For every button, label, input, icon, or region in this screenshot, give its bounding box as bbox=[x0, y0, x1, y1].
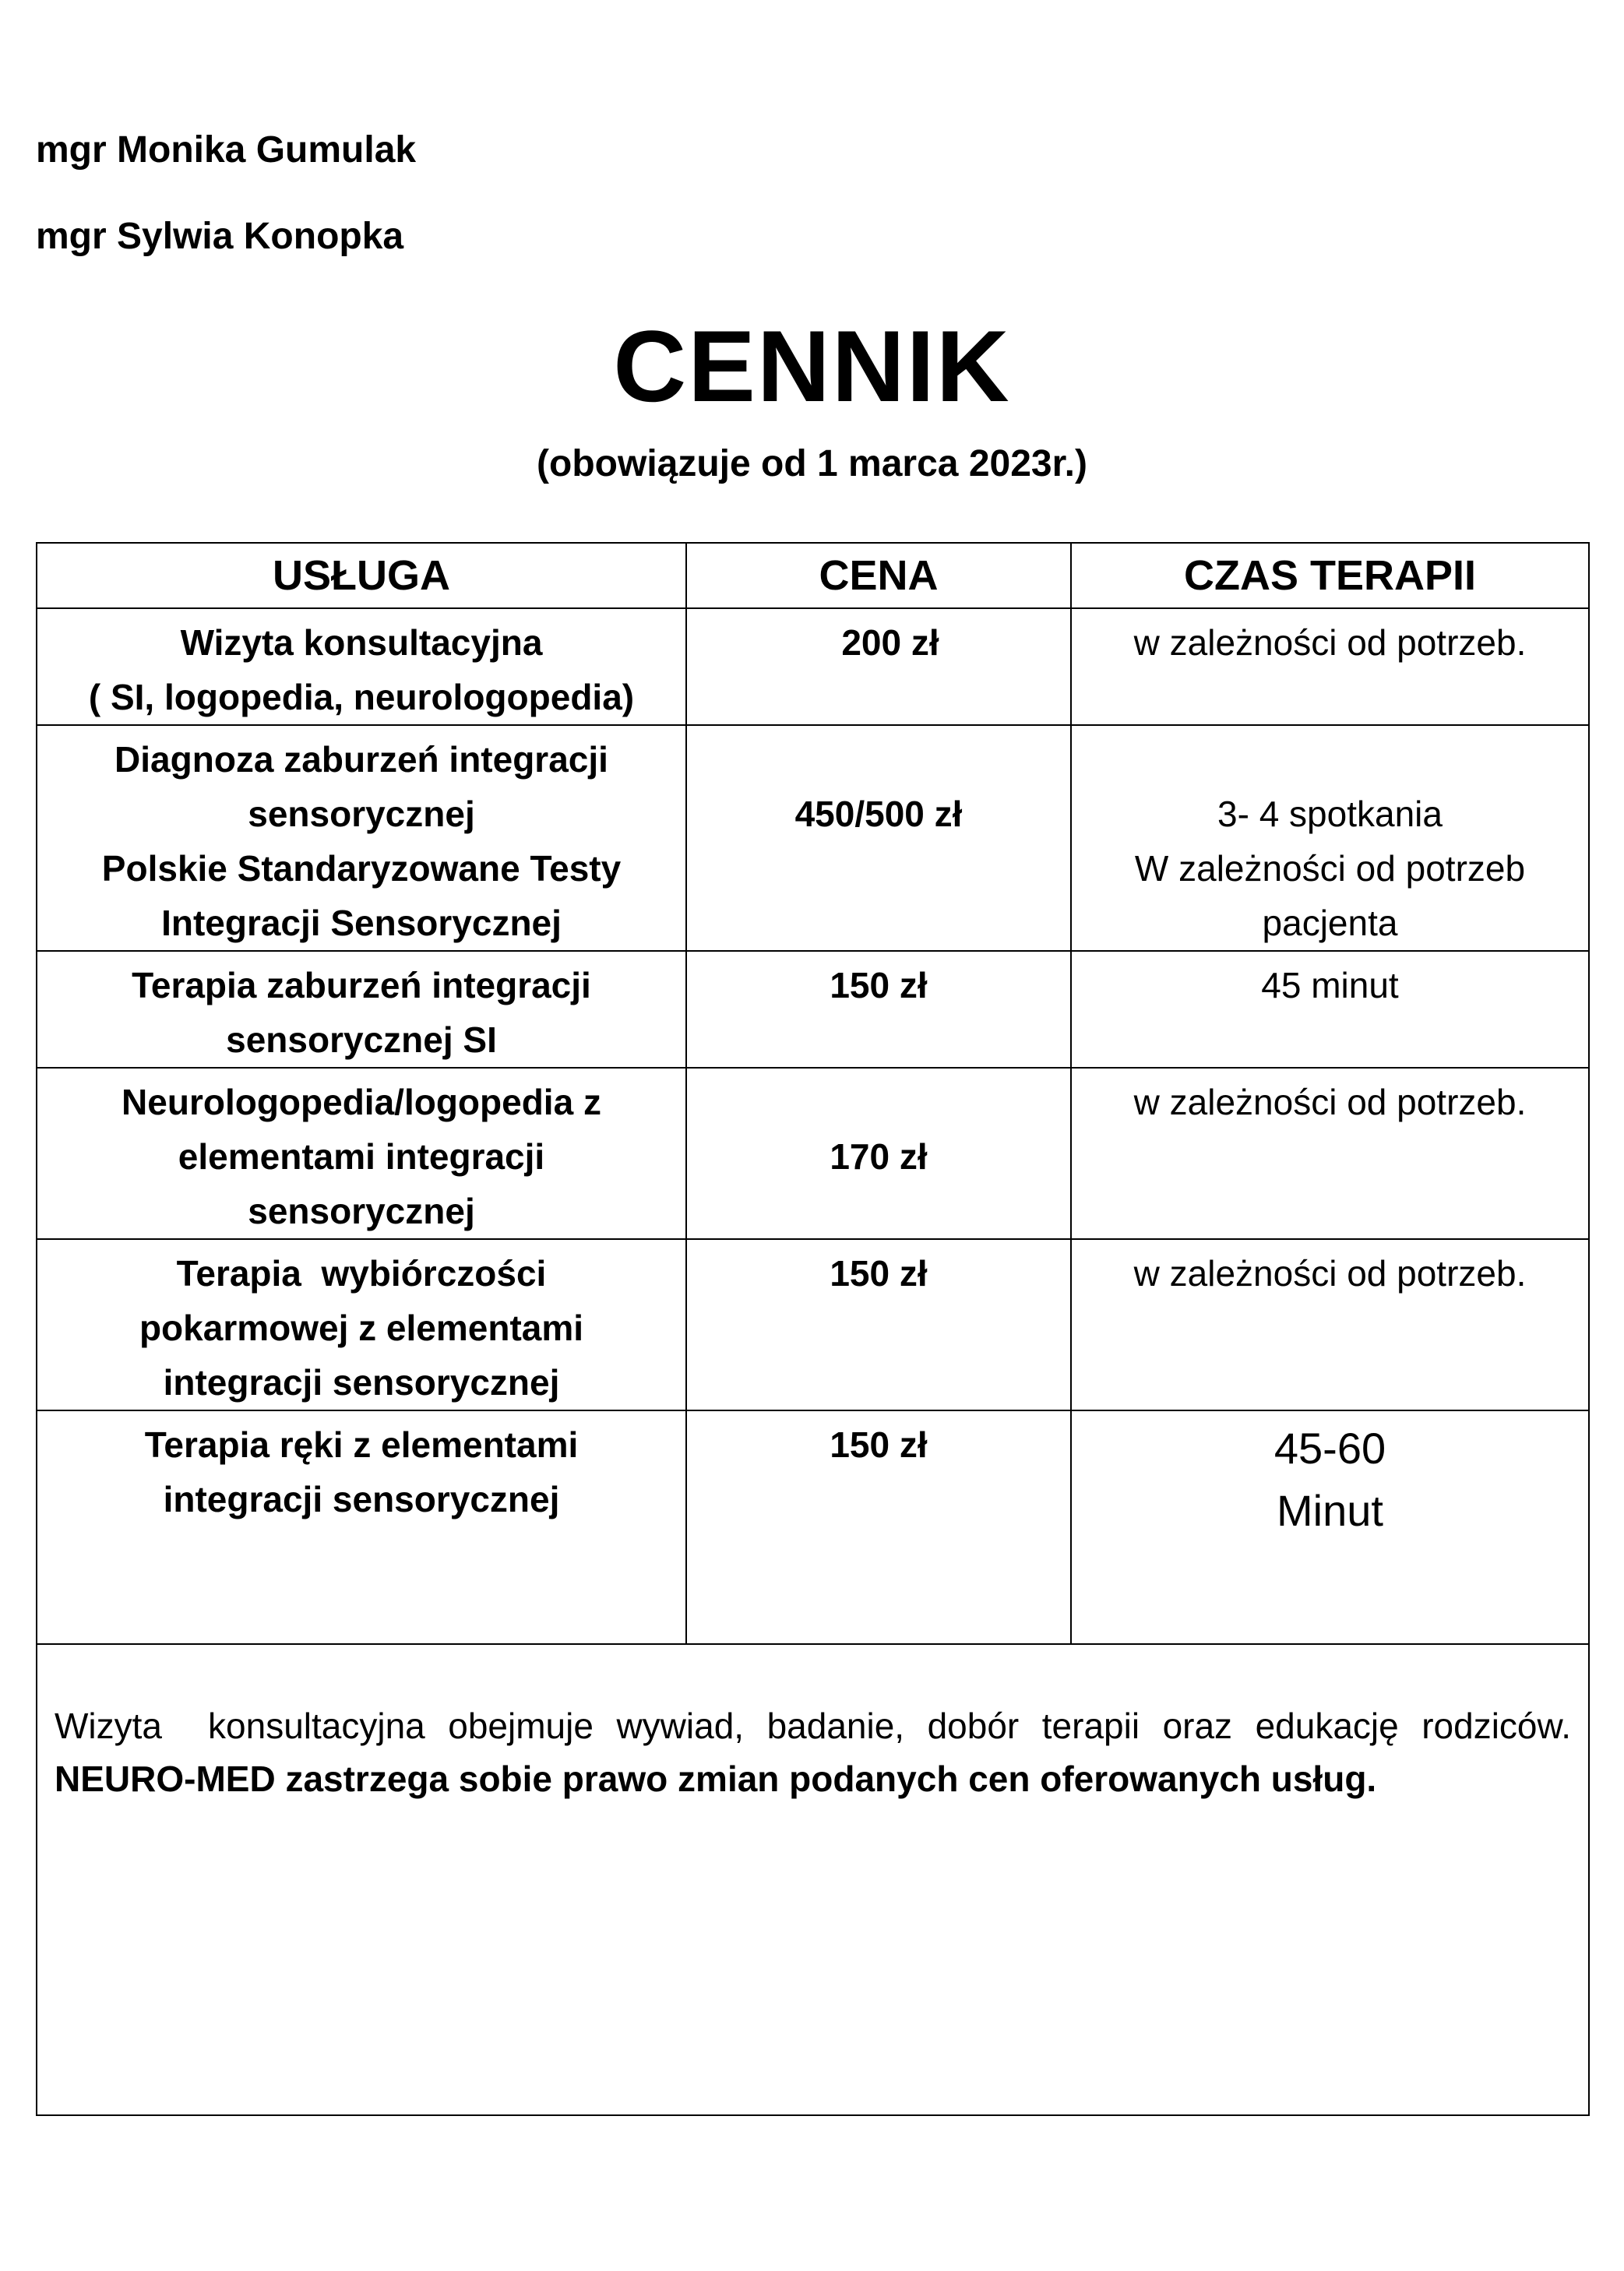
price-cell bbox=[686, 1068, 1071, 1239]
service-line: elementami integracji bbox=[178, 1136, 545, 1177]
duration-cell bbox=[1071, 1068, 1589, 1239]
service-cell bbox=[37, 725, 686, 951]
table-row bbox=[37, 608, 1589, 725]
price-cell bbox=[686, 951, 1071, 1068]
duration-line: w zależności od potrzeb. bbox=[1133, 622, 1527, 663]
service-cell bbox=[37, 1068, 686, 1239]
service-line: sensorycznej bbox=[248, 794, 475, 834]
table-header-row bbox=[37, 543, 1589, 608]
duration-line: Minut bbox=[1277, 1486, 1383, 1535]
duration-cell bbox=[1071, 725, 1589, 951]
duration-cell bbox=[1071, 608, 1589, 725]
service-line: Terapia ręki z elementami bbox=[144, 1424, 579, 1465]
service-cell bbox=[37, 608, 686, 725]
price-value: 170 zł bbox=[830, 1136, 928, 1177]
note-bold-text: NEURO-MED zastrzega sobie prawo zmian podanych cen oferowanych usług. bbox=[55, 1759, 1377, 1799]
service-line: Integracji Sensorycznej bbox=[161, 903, 562, 943]
service-line: ( SI, logopedia, neurologopedia) bbox=[88, 677, 635, 717]
service-line: Neurologopedia/logopedia z bbox=[122, 1082, 601, 1122]
author-name: mgr Monika Gumulak bbox=[36, 129, 417, 171]
duration-cell bbox=[1071, 951, 1589, 1068]
note-text bbox=[55, 1699, 1591, 1805]
duration-cell bbox=[1071, 1239, 1589, 1410]
price-value: 150 zł bbox=[830, 1253, 928, 1294]
table-row bbox=[37, 1239, 1589, 1410]
service-line: Diagnoza zaburzeń integracji bbox=[114, 739, 608, 780]
table-row bbox=[37, 951, 1589, 1068]
duration-line: w zależności od potrzeb. bbox=[1133, 1082, 1527, 1122]
column-header-price: CENA bbox=[686, 543, 1071, 608]
note-plain-text: Wizyta konsultacyjna obejmuje wywiad, badanie, dobór terapii oraz edukację rodziców. bbox=[55, 1706, 1591, 1746]
price-value: 450/500 zł bbox=[794, 794, 963, 834]
service-line: Terapia zaburzeń integracji bbox=[132, 965, 591, 1005]
duration-line: 3- 4 spotkania bbox=[1217, 794, 1443, 834]
column-header-duration: CZAS TERAPII bbox=[1071, 543, 1589, 608]
service-line: Polskie Standaryzowane Testy bbox=[101, 848, 622, 889]
column-header-service: USŁUGA bbox=[37, 543, 686, 608]
author-name: mgr Sylwia Konopka bbox=[36, 216, 404, 257]
table-row bbox=[37, 1068, 1589, 1239]
price-cell bbox=[686, 725, 1071, 951]
price-value: 200 zł bbox=[841, 622, 939, 663]
price-table bbox=[36, 542, 1590, 2116]
service-cell bbox=[37, 1239, 686, 1410]
duration-line: 45 minut bbox=[1261, 965, 1399, 1005]
service-line: sensorycznej SI bbox=[226, 1019, 497, 1060]
duration-line: w zależności od potrzeb. bbox=[1133, 1253, 1527, 1294]
note-row bbox=[37, 1644, 1589, 2115]
duration-line: W zależności od potrzeb bbox=[1134, 848, 1526, 889]
table-row bbox=[37, 1410, 1589, 1644]
duration-cell bbox=[1071, 1410, 1589, 1644]
service-line: integracji sensorycznej bbox=[163, 1479, 560, 1519]
table-row bbox=[37, 725, 1589, 951]
service-cell bbox=[37, 1410, 686, 1644]
service-line: integracji sensorycznej bbox=[163, 1362, 560, 1403]
price-cell bbox=[686, 1410, 1071, 1644]
service-line: Terapia wybiórczości bbox=[176, 1253, 547, 1294]
price-cell bbox=[686, 1239, 1071, 1410]
price-cell bbox=[686, 608, 1071, 725]
price-value: 150 zł bbox=[830, 1424, 928, 1465]
document-subtitle: (obowiązuje od 1 marca 2023r.) bbox=[537, 443, 1087, 484]
note-cell bbox=[37, 1644, 1589, 2115]
service-line: Wizyta konsultacyjna bbox=[180, 622, 543, 663]
document-title: CENNIK bbox=[613, 309, 1011, 423]
duration-line: 45-60 bbox=[1273, 1424, 1386, 1473]
service-line: sensorycznej bbox=[248, 1191, 475, 1231]
duration-line: pacjenta bbox=[1262, 903, 1398, 943]
price-value: 150 zł bbox=[830, 965, 928, 1005]
service-cell bbox=[37, 951, 686, 1068]
service-line: pokarmowej z elementami bbox=[139, 1308, 584, 1348]
